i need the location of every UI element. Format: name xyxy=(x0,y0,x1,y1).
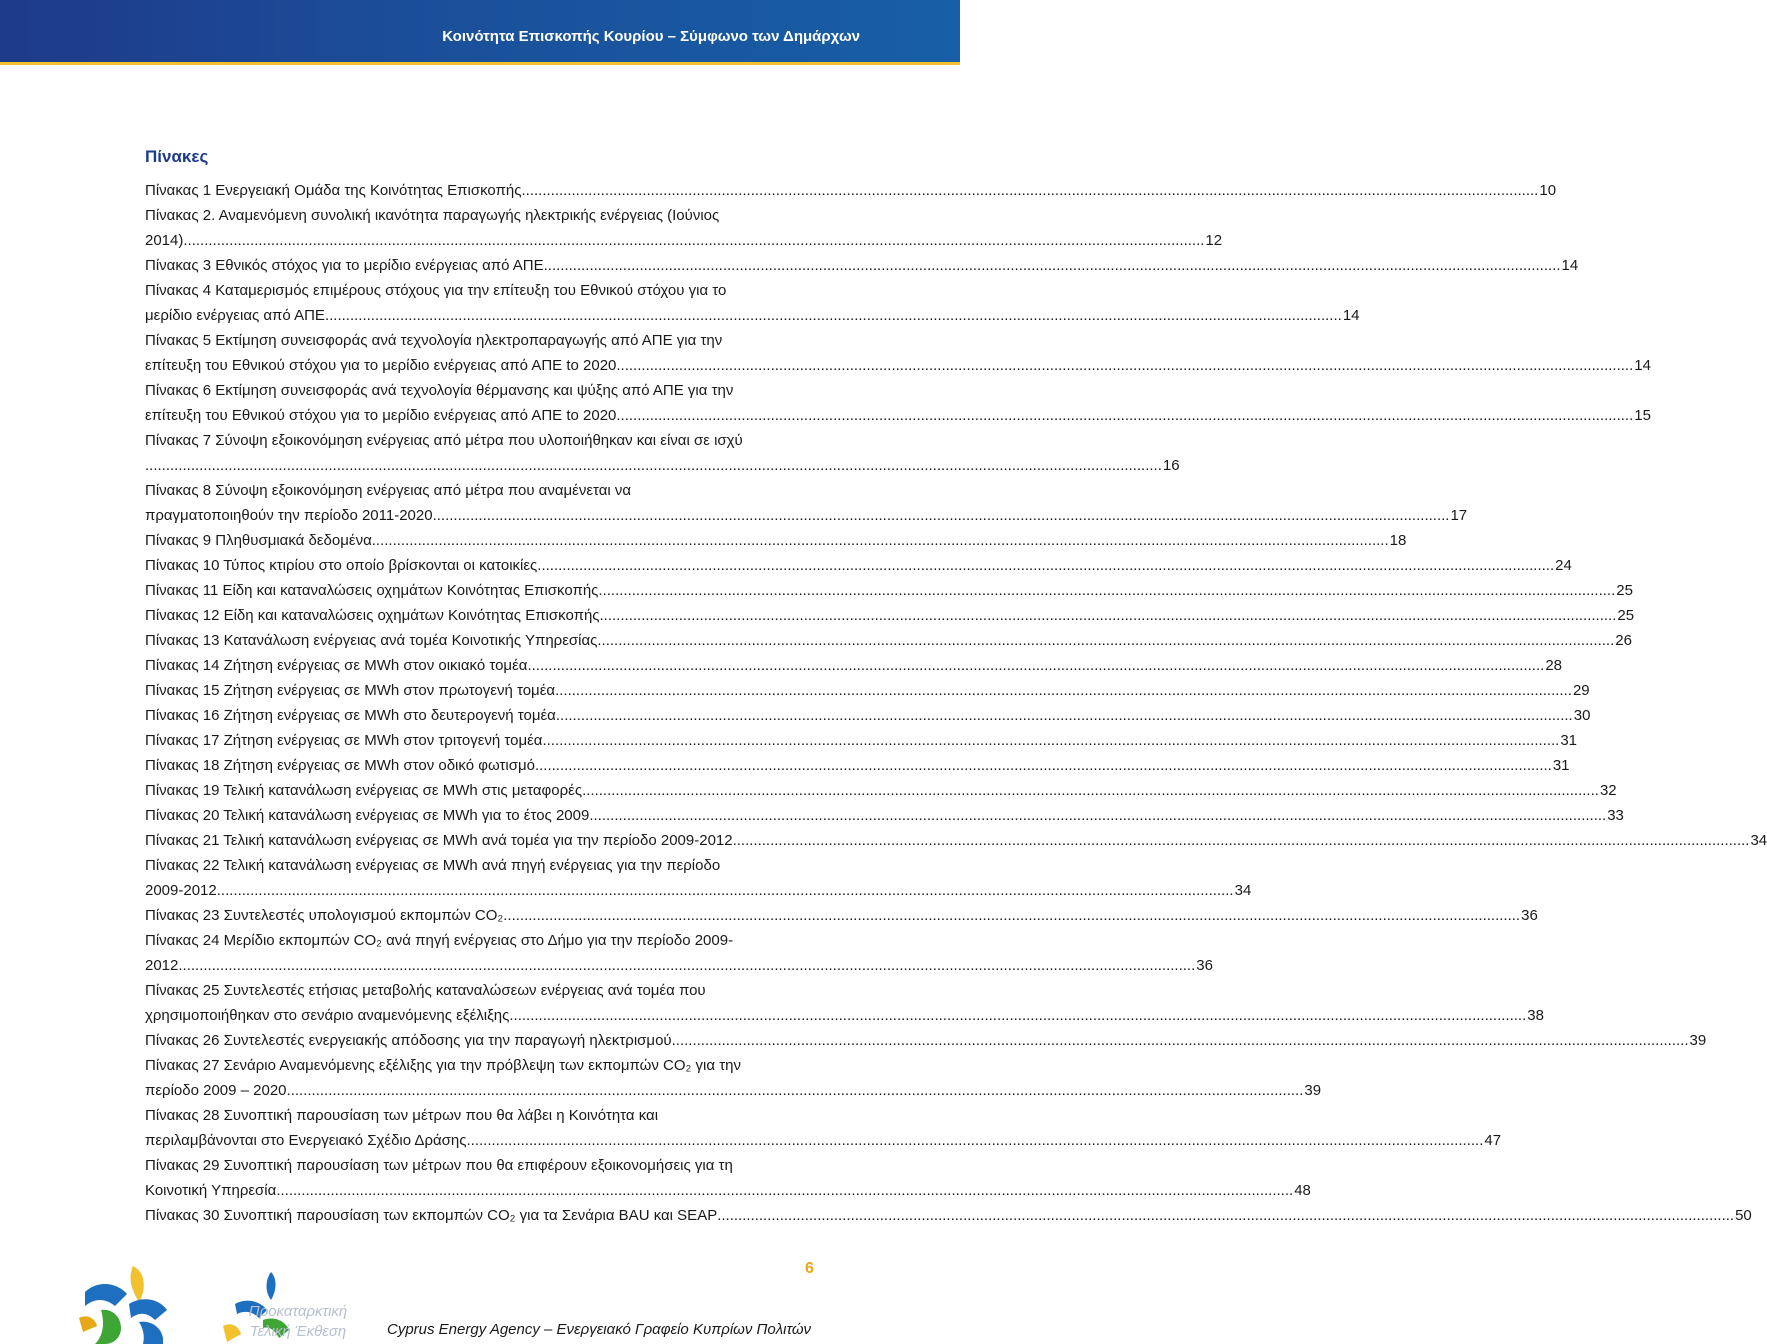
toc-page-number: 10 xyxy=(1539,182,1557,199)
toc-entry[interactable] xyxy=(145,253,1579,278)
toc-entry-line xyxy=(145,828,1767,853)
toc-entry-text: Πίνακας 13 Κατανάλωση ενέργειας ανά τομέα Κοινοτικής Υπηρεσίας xyxy=(145,632,598,649)
toc-leader-dots xyxy=(537,553,1554,578)
toc-leader-dots xyxy=(556,703,1573,728)
toc-page-number: 14 xyxy=(1634,357,1651,374)
toc-leader-dots xyxy=(178,953,1195,978)
toc-entry-text: Πίνακας 20 Τελική κατανάλωση ενέργειας σε MWh για το έτος 2009 xyxy=(145,807,590,824)
toc-leader-dots xyxy=(188,228,1205,253)
toc-page-number: 36 xyxy=(1521,907,1538,924)
toc-page-number: 28 xyxy=(1545,657,1562,674)
toc-page-number: 26 xyxy=(1615,632,1632,649)
toc-entry-line xyxy=(145,303,1360,328)
toc-page-number: 15 xyxy=(1634,407,1651,424)
toc-leader-dots xyxy=(509,1003,1526,1028)
toc-entry-text: Πίνακας 29 Συνοπτική παρουσίαση των μέτρων που θα επιφέρουν εξοικονομήσεις για τη xyxy=(145,1157,733,1174)
toc-entry-text: Πίνακας 6 Εκτίμηση συνεισφοράς ανά τεχνολογία θέρμανσης και ψύξης από ΑΠΕ για την xyxy=(145,382,734,399)
toc-leader-dots xyxy=(597,628,1614,653)
toc-entry[interactable] xyxy=(145,328,1651,378)
toc-leader-dots xyxy=(555,678,1572,703)
toc-page-number: 36 xyxy=(1196,957,1213,974)
toc-entry-line xyxy=(145,178,1557,203)
toc-leader-dots xyxy=(535,753,1552,778)
toc-entry-line xyxy=(145,403,1651,428)
toc-page-number: 24 xyxy=(1555,557,1572,574)
toc-page-number: 25 xyxy=(1616,582,1633,599)
toc-entry-line xyxy=(145,228,1223,253)
toc-entry-text: Πίνακας 24 Μερίδιο εκπομπών CO₂ ανά πηγή ενέργειας στο Δήμο για την περίοδο 2009- xyxy=(145,932,734,949)
toc-entry-line xyxy=(145,978,815,1003)
toc-entry-line xyxy=(145,1078,1322,1103)
toc-entry-text: Πίνακας 16 Ζήτηση ενέργειας σε MWh στο δευτερογενή τομέα xyxy=(145,707,556,724)
page-number: 6 xyxy=(805,1260,814,1277)
toc-entry-text: Πίνακας 4 Καταμερισμός επιμέρους στόχους για την επίτευξη του Εθνικού στόχου για το xyxy=(145,282,727,299)
toc-entry-line xyxy=(145,1203,1752,1228)
toc-page-number: 38 xyxy=(1527,1007,1544,1024)
toc-page-number: 39 xyxy=(1304,1082,1322,1099)
toc-page-number: 31 xyxy=(1560,732,1578,749)
toc-entry-text: Πίνακας 22 Τελική κατανάλωση ενέργειας σε MWh ανά πηγή ενέργειας για την περίοδο xyxy=(145,857,721,874)
toc-page-number: 14 xyxy=(1342,307,1360,324)
toc-page-number: 14 xyxy=(1561,257,1579,274)
toc-entry[interactable] xyxy=(145,803,1624,828)
toc-entry-text: Πίνακας 3 Εθνικός στόχος για το μερίδιο ενέργειας από ΑΠΕ xyxy=(145,257,544,274)
toc-leader-dots xyxy=(433,503,1450,528)
toc-leader-dots xyxy=(503,903,1520,928)
toc-entry[interactable] xyxy=(145,1153,1311,1203)
toc-entry[interactable] xyxy=(145,828,1767,853)
toc-entry-text: 2014). xyxy=(145,232,188,249)
toc-page-number: 30 xyxy=(1573,707,1591,724)
toc-entry[interactable] xyxy=(145,278,1360,328)
toc-entry-line xyxy=(145,353,1651,378)
toc-entry[interactable] xyxy=(145,928,1213,978)
toc-leader-dots xyxy=(672,1028,1689,1053)
toc-entry-line xyxy=(145,1053,815,1078)
toc-entry-line xyxy=(145,953,1213,978)
toc-title: Πίνακες xyxy=(145,147,209,166)
toc-entry-line xyxy=(145,1153,815,1178)
toc-entry-text: περιλαμβάνονται στο Ενεργειακό Σχέδιο Δράσης xyxy=(145,1132,467,1149)
toc-entry-text: Πίνακας 11 Είδη και καταναλώσεις οχημάτων Κοινότητας Επισκοπής xyxy=(145,582,599,599)
toc-entry[interactable] xyxy=(145,378,1651,428)
toc-page-number: 34 xyxy=(1234,882,1252,899)
toc-page-number: 47 xyxy=(1484,1132,1502,1149)
toc-entry-line xyxy=(145,903,1538,928)
toc-leader-dots xyxy=(145,453,1162,478)
toc-entry-line xyxy=(145,553,1572,578)
toc-entry-line xyxy=(145,878,1252,903)
toc-entry-line xyxy=(145,1178,1311,1203)
toc-entry[interactable] xyxy=(145,1103,1502,1153)
toc-entry-text: Πίνακας 12 Είδη και καταναλώσεις οχημάτων Κοινότητας Επισκοπής xyxy=(145,607,600,624)
toc-leader-dots xyxy=(467,1128,1484,1153)
toc-entry-text: Πίνακας 19 Τελική κατανάλωση ενέργειας σε MWh στις μεταφορές xyxy=(145,782,583,799)
toc-entry[interactable] xyxy=(145,853,1252,903)
toc-entry[interactable] xyxy=(145,653,1562,678)
toc-entry-line xyxy=(145,378,815,403)
toc-entry-line xyxy=(145,428,815,453)
toc-entry[interactable] xyxy=(145,428,1180,478)
toc-entry[interactable] xyxy=(145,753,1570,778)
toc-leader-dots xyxy=(527,653,1544,678)
toc-entry-line xyxy=(145,803,1624,828)
toc-entry[interactable] xyxy=(145,603,1635,628)
toc-entry[interactable] xyxy=(145,528,1407,553)
toc-entry-text: Πίνακας 27 Σενάριο Αναμενόμενης εξέλιξης για την πρόβλεψη των εκπομπών CO₂ για την xyxy=(145,1057,741,1074)
toc-leader-dots xyxy=(542,728,1559,753)
toc-entry-text: επίτευξη του Εθνικού στόχου για το μερίδιο ενέργειας από ΑΠΕ to 2020 xyxy=(145,407,617,424)
toc-entry-line xyxy=(145,928,815,953)
toc-entry-line xyxy=(145,253,1579,278)
toc-leader-dots xyxy=(372,528,1389,553)
toc-entry-line xyxy=(145,453,1180,478)
toc-entry[interactable] xyxy=(145,203,1223,253)
toc-entry[interactable] xyxy=(145,1203,1752,1228)
toc-list xyxy=(145,178,1767,1228)
toc-leader-dots xyxy=(717,1203,1734,1228)
draft-watermark xyxy=(243,1302,353,1342)
toc-entry-text: Πίνακας 17 Ζήτηση ενέργειας σε MWh στον τριτογενή τομέα xyxy=(145,732,543,749)
toc-entry[interactable] xyxy=(145,1028,1707,1053)
toc-leader-dots xyxy=(582,778,1599,803)
toc-leader-dots xyxy=(616,353,1633,378)
toc-entry[interactable] xyxy=(145,778,1617,803)
toc-entry-line xyxy=(145,678,1590,703)
toc-entry-line xyxy=(145,203,815,228)
header-title: Κοινότητα Επισκοπής Κουρίου – Σύμφωνο των Δημάρχων xyxy=(442,28,860,45)
toc-page-number: 16 xyxy=(1162,457,1180,474)
toc-page-number: 50 xyxy=(1735,1207,1752,1224)
toc-entry-line xyxy=(145,278,815,303)
toc-entry[interactable] xyxy=(145,553,1572,578)
draft-watermark-line2: Τελική Έκθεση xyxy=(249,1323,347,1340)
toc-leader-dots xyxy=(598,578,1615,603)
toc-page-number: 32 xyxy=(1599,782,1617,799)
toc-page-number: 12 xyxy=(1205,232,1223,249)
draft-watermark-line1: Προκαταρκτική xyxy=(248,1303,348,1320)
toc-entry-line xyxy=(145,578,1633,603)
toc-entry-line xyxy=(145,1003,1544,1028)
footer-agency: Cyprus Energy Agency – Ενεργειακό Γραφείο Κυπρίων Πολιτών xyxy=(387,1321,812,1338)
toc-entry-text: Πίνακας 7 Σύνοψη εξοικονόμηση ενέργειας από μέτρα που υλοποιήθηκαν και είναι σε ισχύ xyxy=(145,432,743,449)
toc-entry-text: Πίνακας 15 Ζήτηση ενέργειας σε MWh στον πρωτογενή τομέα xyxy=(145,682,556,699)
toc-leader-dots xyxy=(544,253,1561,278)
toc-entry-text: περίοδο 2009 – 2020 xyxy=(145,1082,287,1099)
toc-entry-text: Πίνακας 10 Τύπος κτιρίου στο οποίο βρίσκονται οι κατοικίες xyxy=(145,557,538,574)
toc-entry-text: Κοινοτική Υπηρεσία xyxy=(145,1182,277,1199)
toc-entry-text: χρησιμοποιήθηκαν στο σενάριο αναμενόμενης εξέλιξης xyxy=(145,1007,510,1024)
toc-entry-line xyxy=(145,653,1562,678)
toc-entry-line xyxy=(145,628,1632,653)
toc-page-number: 39 xyxy=(1689,1032,1707,1049)
toc-entry-text: Πίνακας 1 Ενεργειακή Ομάδα της Κοινότητας Επισκοπής xyxy=(145,182,522,199)
toc-entry-text: 2012 xyxy=(145,957,179,974)
toc-entry-text: Πίνακας 21 Τελική κατανάλωση ενέργειας σε MWh ανά τομέα για την περίοδο 2009-2012 xyxy=(145,832,733,849)
toc-entry-line xyxy=(145,703,1591,728)
toc-leader-dots xyxy=(287,1078,1304,1103)
toc-entry-line xyxy=(145,753,1570,778)
toc-entry-text: Πίνακας 9 Πληθυσμιακά δεδομένα xyxy=(145,532,372,549)
toc-page-number: 18 xyxy=(1389,532,1407,549)
header-stripe xyxy=(0,62,960,65)
toc-leader-dots xyxy=(733,828,1750,853)
toc-entry-text: Πίνακας 14 Ζήτηση ενέργειας σε MWh στον οικιακό τομέα xyxy=(145,657,528,674)
toc-leader-dots xyxy=(325,303,1342,328)
toc-entry-text: πραγματοποιηθούν την περίοδο 2011-2020 xyxy=(145,507,433,524)
toc-entry-text: Πίνακας 5 Εκτίμηση συνεισφοράς ανά τεχνολογία ηλεκτροπαραγωγής από ΑΠΕ για την xyxy=(145,332,723,349)
toc-leader-dots xyxy=(616,403,1633,428)
toc-entry-line xyxy=(145,328,815,353)
toc-leader-dots xyxy=(521,178,1538,203)
toc-entry-line xyxy=(145,728,1578,753)
toc-entry-text: Πίνακας 8 Σύνοψη εξοικονόμηση ενέργειας από μέτρα που αναμένεται να xyxy=(145,482,632,499)
toc-entry[interactable] xyxy=(145,703,1591,728)
toc-entry-line xyxy=(145,1128,1502,1153)
toc-entry[interactable] xyxy=(145,628,1632,653)
toc-entry-text: μερίδιο ενέργειας από ΑΠΕ xyxy=(145,307,325,324)
covenant-logo-icon xyxy=(75,1262,187,1344)
toc-entry-line xyxy=(145,478,815,503)
toc-entry[interactable] xyxy=(145,1053,1322,1103)
toc-entry-line xyxy=(145,1028,1707,1053)
toc-entry-line xyxy=(145,853,815,878)
toc-page-number: 31 xyxy=(1552,757,1570,774)
toc-entry[interactable] xyxy=(145,728,1578,753)
toc-leader-dots xyxy=(217,878,1234,903)
toc-page-number: 17 xyxy=(1450,507,1468,524)
toc-entry[interactable] xyxy=(145,578,1633,603)
header-bar xyxy=(0,0,960,62)
toc-entry-text: 2009-2012 xyxy=(145,882,217,899)
toc-entry-line xyxy=(145,778,1617,803)
toc-leader-dots xyxy=(600,603,1617,628)
toc-entry-text: Πίνακας 28 Συνοπτική παρουσίαση των μέτρων που θα λάβει η Κοινότητα και xyxy=(145,1107,659,1124)
toc-entry[interactable] xyxy=(145,678,1590,703)
toc-entry-line xyxy=(145,503,1468,528)
toc-entry[interactable] xyxy=(145,903,1538,928)
toc-entry[interactable] xyxy=(145,178,1557,203)
toc-entry-text: Πίνακας 2. Αναμενόμενη συνολική ικανότητα παραγωγής ηλεκτρικής ενέργειας (Ιούνιος xyxy=(145,207,720,224)
toc-entry-text: Πίνακας 26 Συντελεστές ενεργειακής απόδοσης για την παραγωγή ηλεκτρισμού xyxy=(145,1032,672,1049)
toc-page-number: 25 xyxy=(1617,607,1635,624)
toc-entry[interactable] xyxy=(145,978,1544,1028)
toc-page-number: 29 xyxy=(1572,682,1590,699)
toc-entry-text: επίτευξη του Εθνικού στόχου για το μερίδιο ενέργειας από ΑΠΕ to 2020 xyxy=(145,357,617,374)
toc-page-number: 33 xyxy=(1607,807,1624,824)
toc-entry-line xyxy=(145,1103,815,1128)
toc-entry-text: Πίνακας 30 Συνοπτική παρουσίαση των εκπομπών CO₂ για τα Σενάρια BAU και SEAP xyxy=(145,1207,718,1224)
toc-leader-dots xyxy=(589,803,1606,828)
toc-entry-text: Πίνακας 18 Ζήτηση ενέργειας σε MWh στον οδικό φωτισμό xyxy=(145,757,535,774)
toc-entry-text: Πίνακας 25 Συντελεστές ετήσιας μεταβολής καταναλώσεων ενέργειας ανά τομέα που xyxy=(145,982,706,999)
toc-entry[interactable] xyxy=(145,478,1468,528)
toc-leader-dots xyxy=(276,1178,1293,1203)
toc-entry-line xyxy=(145,528,1407,553)
toc-entry-line xyxy=(145,603,1635,628)
toc-entry-text: Πίνακας 23 Συντελεστές υπολογισμού εκπομπών CO₂ xyxy=(145,907,504,924)
toc-page-number: 48 xyxy=(1294,1182,1311,1199)
toc-page-number: 34 xyxy=(1750,832,1767,849)
